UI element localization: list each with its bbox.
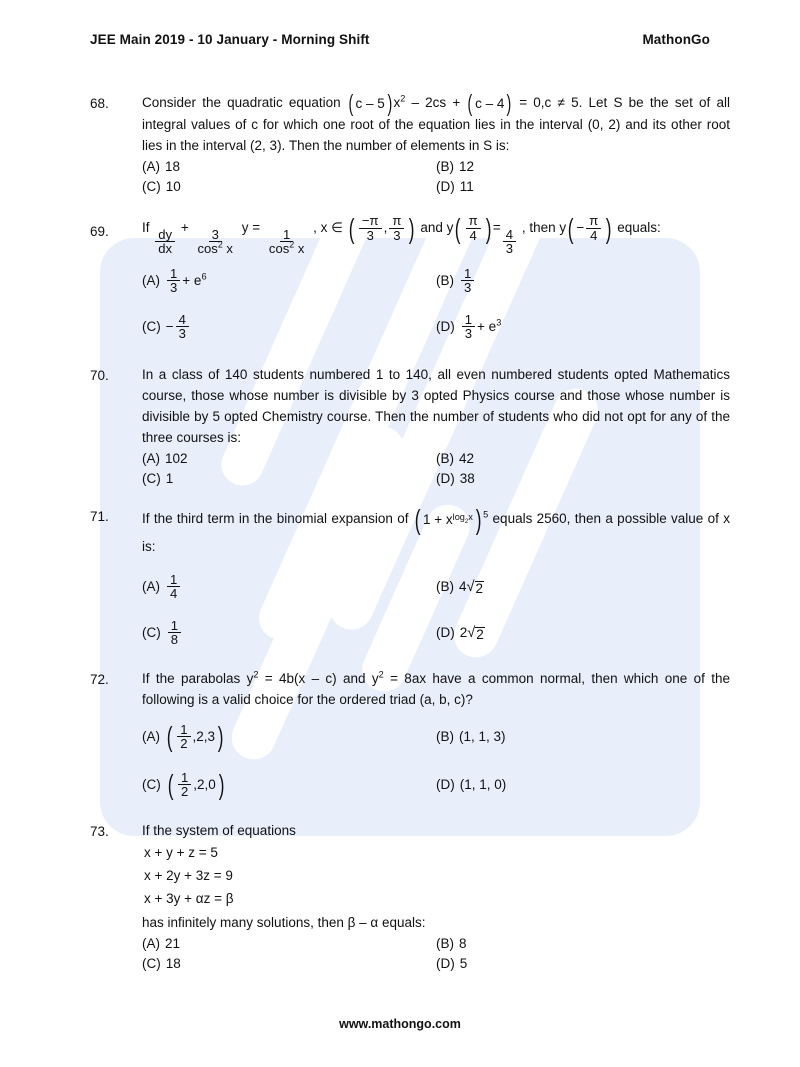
dx-denominator: dx [158, 241, 173, 257]
option-d[interactable] [436, 954, 730, 974]
website-url: www.mathongo.com [339, 1017, 461, 1031]
option-label: (B) [436, 450, 454, 466]
option-value: (1, 1, 0) [459, 776, 507, 792]
log-base: 2 [464, 518, 469, 525]
x-membership: , x ∈ [313, 219, 343, 235]
question-number: 72. [90, 671, 109, 687]
question-stem-tail: has infinitely many solutions, then β – α equals: [142, 914, 426, 930]
option-c[interactable] [142, 177, 436, 197]
question-stem [142, 505, 730, 560]
option-label: (A) [142, 578, 160, 594]
options-73 [142, 934, 730, 974]
frac-num: 1 [462, 313, 475, 328]
minus-sign: − [165, 318, 174, 334]
option-b[interactable] [436, 934, 730, 954]
question-stem: If the system of equations [142, 822, 296, 838]
question-72 [90, 668, 730, 804]
triad-rest: ,2,3 [192, 728, 216, 744]
frac-den: 4 [170, 586, 178, 602]
option-suffix: + $e^6$ [182, 271, 207, 288]
triad-rest: ,2,0 [193, 776, 216, 792]
option-value: 10 [165, 178, 181, 194]
option-label: (D) [436, 624, 455, 640]
question-71 [90, 505, 730, 652]
option-value: 21 [165, 935, 181, 951]
frac-den: 3 [464, 280, 472, 296]
option-d[interactable] [436, 177, 730, 197]
frac-num: −π [359, 214, 382, 229]
option-c[interactable] [142, 308, 436, 346]
stem-equals: equals: [617, 219, 661, 235]
option-a[interactable]: (A) ( $\frac{1}{2}$ ,2,3 ) [142, 721, 224, 753]
option-label: (A) [142, 158, 160, 174]
frac-den: 4 [469, 227, 477, 243]
option-d[interactable] [436, 308, 730, 346]
stem-text-before: Consider the quadratic equation [142, 95, 341, 110]
frac-num: 4 [176, 313, 189, 328]
frac-den: 3 [505, 241, 514, 257]
frac-den: 4 [590, 227, 598, 243]
option-value: (1, 1, 3) [459, 728, 506, 744]
option-label: (B) [436, 578, 454, 594]
frac-num: 1 [177, 723, 190, 738]
option-c[interactable]: (C) ( $\frac{1}{2}$ ,2,0 ) [142, 769, 225, 801]
option-label: (C) [142, 955, 161, 971]
question-list [90, 92, 730, 980]
exam-title: JEE Main 2019 - 10 January - Morning Shift [90, 32, 370, 47]
expr-power: 5 [483, 509, 489, 520]
equals-sign: = [492, 219, 501, 235]
option-label: (D) [436, 776, 455, 792]
binomial-expression: ( 1 + x $\log_2x$ ) $^5$ [414, 503, 489, 535]
question-stem: In a class of 140 students numbered 1 to 140, all even numbered students opted Mathematics course, those whose number is divisible by 3 opted Physics course and those whose number is divisible by 5 opted Chemistry course. Then the number of students who did not opt for any of the three courses is: [142, 366, 730, 445]
question-stem [142, 92, 730, 156]
stem-and: and [420, 219, 443, 235]
option-c[interactable] [142, 614, 436, 652]
option-a[interactable] [142, 157, 436, 177]
option-d[interactable] [436, 614, 730, 652]
option-label: (C) [142, 624, 161, 640]
question-69 [90, 211, 730, 346]
initial-condition: y ( $\frac{\pi}{4}$ ) = $\frac{4}{3}$ [447, 220, 522, 235]
minus-sign: − [576, 220, 585, 236]
frac-num: 1 [461, 267, 474, 282]
page-footer [0, 1017, 800, 1031]
option-label: (B) [436, 935, 454, 951]
option-suffix: + $e^3$ [477, 317, 502, 334]
question-number: 71. [90, 508, 109, 524]
frac-num: 1 [280, 228, 293, 243]
option-label: (B) [436, 158, 454, 174]
option-b[interactable] [436, 449, 730, 469]
frac-den: 8 [170, 632, 179, 648]
option-label: (C) [142, 318, 161, 334]
target-expression: y ( − $\frac{\pi}{4}$ ) [559, 212, 612, 244]
option-a[interactable] [142, 934, 436, 954]
y-symbol: y [446, 219, 454, 235]
log-symbol: log [452, 511, 465, 522]
option-value: 12 [459, 158, 475, 174]
option-value: 2 √ 2 [459, 624, 484, 643]
option-a[interactable] [142, 568, 436, 606]
frac-den: $\cos^2 x$ [268, 239, 305, 257]
option-label: (C) [142, 470, 161, 486]
brand-label: MathonGo [642, 32, 710, 47]
question-number: 70. [90, 367, 109, 383]
question-number: 73. [90, 823, 109, 839]
frac-num: 1 [168, 619, 181, 634]
option-c[interactable] [142, 954, 436, 974]
quadratic-equation: ( c – 5 ) $x^2 - 2cs$ + ( c – 4 ) = 0,c ≠ 5. [348, 90, 589, 117]
option-label: (D) [436, 178, 455, 194]
option-a[interactable] [142, 449, 436, 469]
option-value: 38 [459, 470, 475, 486]
options-71 [142, 568, 730, 652]
stem-then: , then [521, 219, 556, 235]
option-value: 4 √ 2 [459, 578, 484, 597]
option-label: (D) [436, 318, 455, 334]
options-68 [142, 157, 730, 197]
expr-base: 1 + x [423, 511, 453, 527]
frac-num: 1 [167, 267, 180, 282]
option-value: 5 [459, 955, 468, 971]
frac-num: π [586, 214, 601, 229]
frac-den: 2 [180, 784, 189, 800]
option-label: (C) [142, 776, 161, 792]
frac-num: 3 [209, 228, 222, 243]
stem-text-after: Let S be the set of all integral values of c for which one root of the equation lies in the interval (0, 2) and its other root lies in the interval (2, 3). Then the number of elements in S is: [142, 95, 730, 153]
option-b[interactable] [436, 262, 730, 300]
option-b[interactable] [436, 568, 730, 606]
option-value: 8 [459, 935, 467, 951]
option-value: 11 [459, 178, 474, 194]
frac-num: π [389, 214, 404, 229]
option-value: 18 [165, 158, 181, 174]
option-b[interactable] [436, 718, 730, 756]
frac-den: 3 [170, 280, 178, 296]
question-stem [142, 211, 730, 256]
option-label: (D) [436, 470, 455, 486]
options-72 [142, 718, 730, 804]
option-label: (B) [436, 272, 454, 288]
dy-numerator: dy [155, 228, 175, 243]
option-d[interactable] [436, 766, 730, 804]
option-label: (C) [142, 178, 161, 194]
log-arg: x [468, 511, 473, 522]
question-68 [90, 92, 730, 197]
frac-den: 3 [464, 326, 473, 342]
question-number: 69. [90, 223, 109, 239]
option-label: (B) [436, 728, 454, 744]
question-70 [90, 364, 730, 489]
equation-1: x + y + z = 5 [144, 844, 218, 860]
frac-den: 2 [180, 736, 188, 752]
option-label: (D) [436, 955, 455, 971]
option-a[interactable] [142, 262, 436, 300]
options-69 [142, 262, 730, 346]
option-c[interactable] [142, 469, 436, 489]
option-value: 42 [459, 450, 475, 466]
question-number: 68. [90, 96, 109, 111]
option-b[interactable] [436, 157, 730, 177]
frac-num: 1 [178, 771, 191, 786]
stem-if: If [142, 219, 150, 235]
y-symbol: y [559, 219, 567, 235]
frac-den: 3 [178, 326, 186, 342]
stem-text-before: If the third term in the binomial expansion of [142, 510, 409, 526]
options-70 [142, 449, 730, 489]
y-equals: y = [241, 219, 261, 235]
question-73 [90, 820, 730, 974]
stem-text-after: equals 2560, then a possible value of x is: [142, 510, 730, 554]
option-label: (A) [142, 450, 160, 466]
frac-den: $\cos^2 x$ [197, 239, 233, 257]
differential-equation: $\frac{dy}{dx}$ + $\frac{3}{\cos^2 x}$ y = $\frac{1}{\cos^2 x}$ , x ∈ ( $\frac{-\pi}{3}$ , $\frac{\pi}{3}$ ) [153, 220, 420, 235]
page-header [90, 32, 710, 47]
option-value: 1 [165, 470, 174, 486]
question-stem: If the parabolas $y^2 = 4b(x - c)$ and $y^2 = 8ax$ have a common normal, then which one of the following is a valid choice for the ordered triad (a, b, c)? [142, 669, 730, 707]
frac-den: 3 [366, 227, 374, 243]
option-label: (A) [142, 935, 160, 951]
equation-3: x + 3y + αz = β [144, 890, 234, 906]
frac-num: π [466, 214, 481, 229]
option-label: (A) [142, 728, 160, 744]
equation-2: x + 2y + 3z = 9 [144, 867, 233, 883]
frac-den: 3 [393, 227, 401, 243]
frac-num: 4 [503, 228, 516, 243]
frac-num: 1 [167, 573, 180, 588]
option-value: 18 [165, 955, 181, 971]
option-label: (A) [142, 272, 160, 288]
option-d[interactable] [436, 469, 730, 489]
option-value: 102 [165, 450, 188, 466]
